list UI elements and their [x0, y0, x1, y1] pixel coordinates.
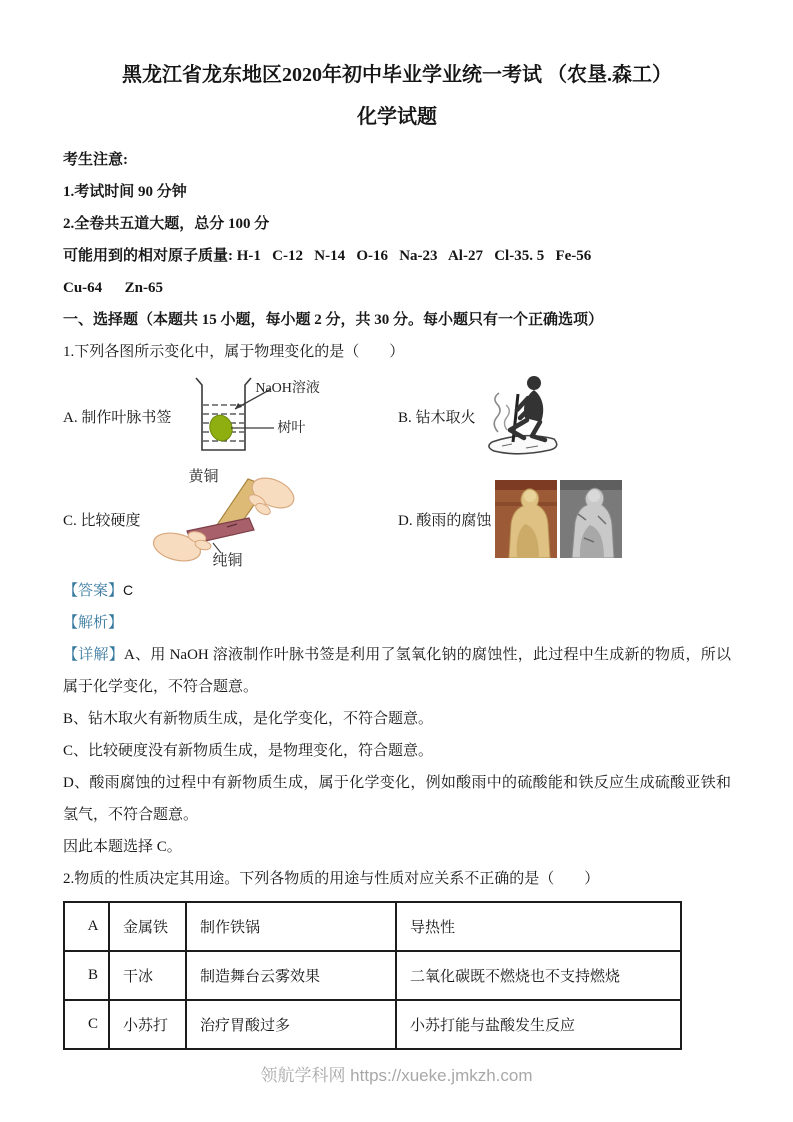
exam-title-line2: 化学试题 [357, 106, 437, 128]
option-b-label: B. 钻木取火 [398, 409, 476, 426]
answer-value: C [123, 582, 134, 598]
option-b [398, 368, 731, 465]
detail-text-a: A、用 NaOH 溶液制作叶脉书签是利用了氢氧化钠的腐蚀性，此过程中生成新的物质，所以属于化学变化，不符合题意。 [63, 647, 731, 695]
detail-paragraph-b: B、钻木取火有新物质生成，是化学变化，不符合题意。 [63, 711, 434, 727]
table-row [64, 1000, 681, 1049]
table-cell-use: 制作铁锅 [186, 902, 396, 951]
detail-paragraph-a [63, 639, 731, 703]
question1-options-row-cd [63, 464, 731, 574]
atomic-masses-line-2: Cu-64 Zn-65 [63, 280, 164, 296]
detail-conclusion: 因此本题选择 C。 [63, 839, 182, 855]
table-cell-substance: 金属铁 [109, 902, 186, 951]
table-row [64, 951, 681, 1000]
option-a-label: A. 制作叶脉书签 [63, 409, 172, 426]
table-cell-use: 制造舞台云雾效果 [186, 951, 396, 1000]
fire-drilling-icon [482, 368, 566, 460]
brass-label: 黄铜 [188, 469, 219, 485]
table-cell-key: C [64, 1000, 109, 1049]
detail-paragraph-c: C、比较硬度没有新物质生成，是物理变化，符合题意。 [63, 743, 434, 759]
detail-label: 【详解】 [63, 647, 124, 663]
option-c [63, 467, 398, 571]
option-b-image [482, 368, 566, 465]
table-cell-property: 小苏打能与盐酸发生反应 [396, 1000, 681, 1049]
question1-stem: 1.下列各图所示变化中，属于物理变化的是（ ） [63, 344, 405, 360]
table-cell-property: 二氧化碳既不燃烧也不支持燃烧 [396, 951, 681, 1000]
answer-label: 【答案】 [63, 583, 124, 599]
statue-after-icon [560, 480, 622, 558]
statue-before-icon [495, 480, 557, 558]
table-row [64, 902, 681, 951]
option-d-label: D. 酸雨的腐蚀 [398, 512, 492, 529]
table-cell-key: B [64, 951, 109, 1000]
table-cell-key: A [64, 902, 109, 951]
analysis-label: 【解析】 [63, 615, 124, 631]
notice-heading: 考生注意: [63, 152, 128, 168]
copper-label: 纯铜 [212, 553, 243, 569]
table-cell-property: 导热性 [396, 902, 681, 951]
section1-heading: 一、选择题（本题共 15 小题，每小题 2 分，共 30 分。每小题只有一个正确选项） [63, 312, 604, 328]
detail-paragraph-d: D、酸雨腐蚀的过程中有新物质生成，属于化学变化，例如酸雨中的硫酸能和铁反应生成硫酸亚铁和氢气，不符合题意。 [63, 775, 731, 823]
question1-options-row-ab [63, 368, 731, 464]
naoh-solution-label: NaOH溶液 [255, 381, 320, 396]
option-a-beaker-figure [179, 375, 331, 457]
question1-answer-line [63, 574, 731, 607]
notice-item-1: 1.考试时间 90 分钟 [63, 184, 187, 200]
option-c-label: C. 比较硬度 [63, 512, 141, 529]
leaf-label: 树叶 [277, 421, 306, 436]
watermark: 领航学科网 https://xueke.jmkzh.com [260, 1066, 533, 1085]
table-cell-substance: 干冰 [109, 951, 186, 1000]
notice-item-2: 2.全卷共五道大题，总分 100 分 [63, 216, 270, 232]
table-cell-substance: 小苏打 [109, 1000, 186, 1049]
exam-title-line1: 黑龙江省龙东地区2020年初中毕业学业统一考试 （农垦.森工） [122, 64, 672, 86]
option-a [63, 375, 398, 457]
option-d [398, 480, 731, 558]
option-d-image [495, 480, 622, 558]
option-c-image [151, 467, 303, 571]
question2-table [63, 901, 682, 1050]
atomic-masses-line-1: 可能用到的相对原子质量: H-1 C-12 N-14 O-16 Na-23 Al-27 Cl-35. 5 Fe-56 [63, 248, 592, 264]
table-cell-use: 治疗胃酸过多 [186, 1000, 396, 1049]
question2-stem: 2.物质的性质决定其用途。下列各物质的用途与性质对应关系不正确的是（ ） [63, 871, 600, 887]
